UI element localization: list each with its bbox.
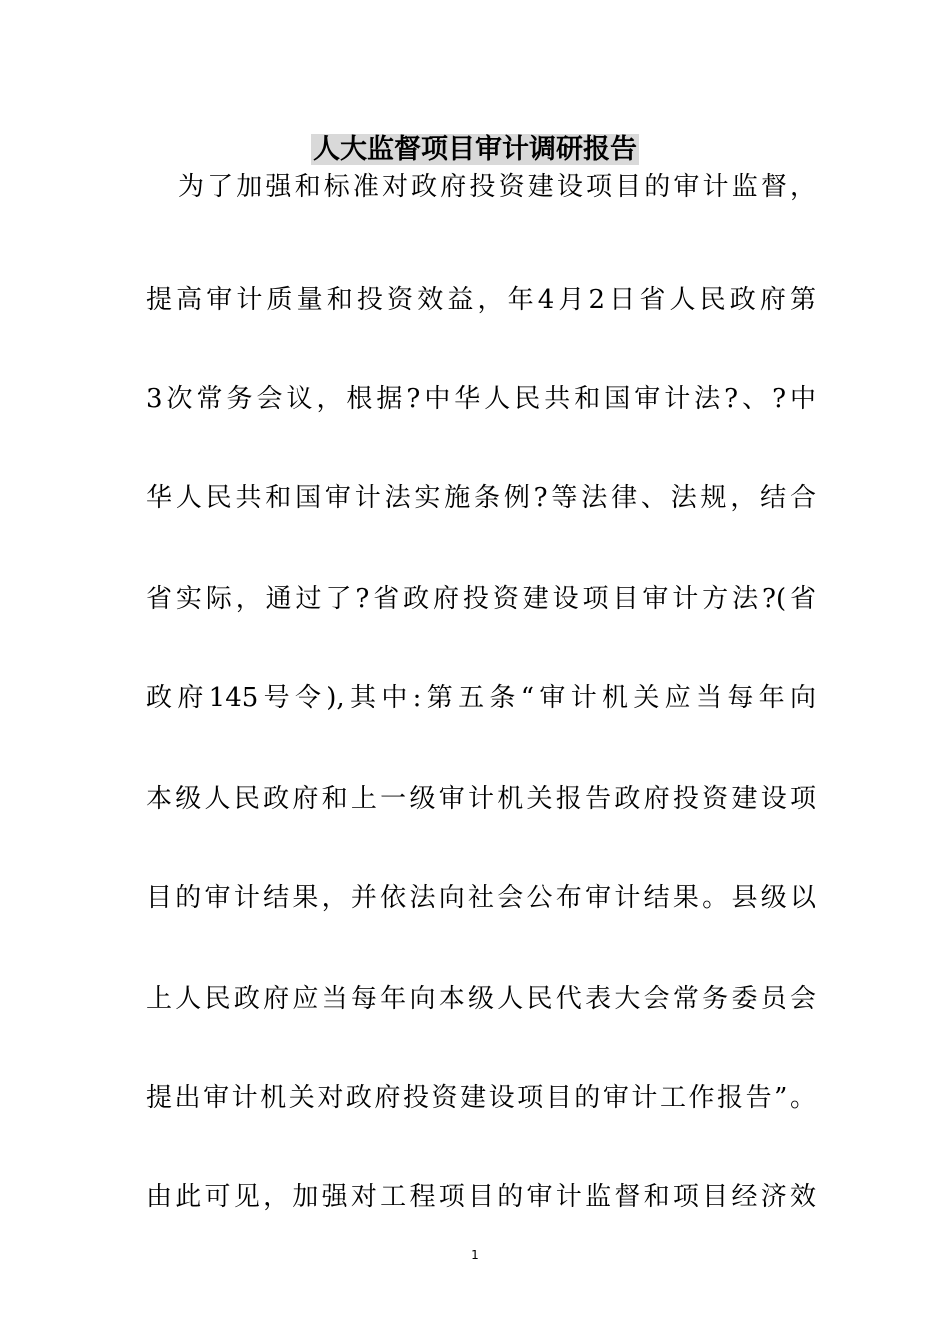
body-line-7: 本级人民政府和上一级审计机关报告政府投资建设项: [146, 784, 816, 814]
body-line-8: 目的审计结果，并依法向社会公布审计结果。县级以: [146, 883, 816, 913]
body-line-11: 由此可见，加强对工程项目的审计监督和项目经济效: [146, 1182, 816, 1212]
body-line-10: 提出审计机关对政府投资建设项目的审计工作报告”。: [146, 1083, 816, 1113]
body-line-5: 省实际，通过了?省政府投资建设项目审计方法?(省: [146, 584, 816, 614]
page-number: 1: [471, 1248, 479, 1262]
body-line-6: 政府145号令),其中:第五条“审计机关应当每年向: [146, 683, 816, 713]
body-line-2: 提高审计质量和投资效益，年4月2日省人民政府第: [146, 285, 816, 315]
document-title: [0, 130, 950, 170]
body-line-1: 为了加强和标准对政府投资建设项目的审计监督，: [178, 172, 816, 202]
body-line-4: 华人民共和国审计法实施条例?等法律、法规，结合: [146, 483, 816, 513]
document-title-text: 人大监督项目审计调研报告: [313, 134, 637, 165]
body-line-9: 上人民政府应当每年向本级人民代表大会常务委员会: [146, 984, 816, 1014]
body-line-3: 3次常务会议，根据?中华人民共和国审计法?、?中: [146, 384, 816, 414]
